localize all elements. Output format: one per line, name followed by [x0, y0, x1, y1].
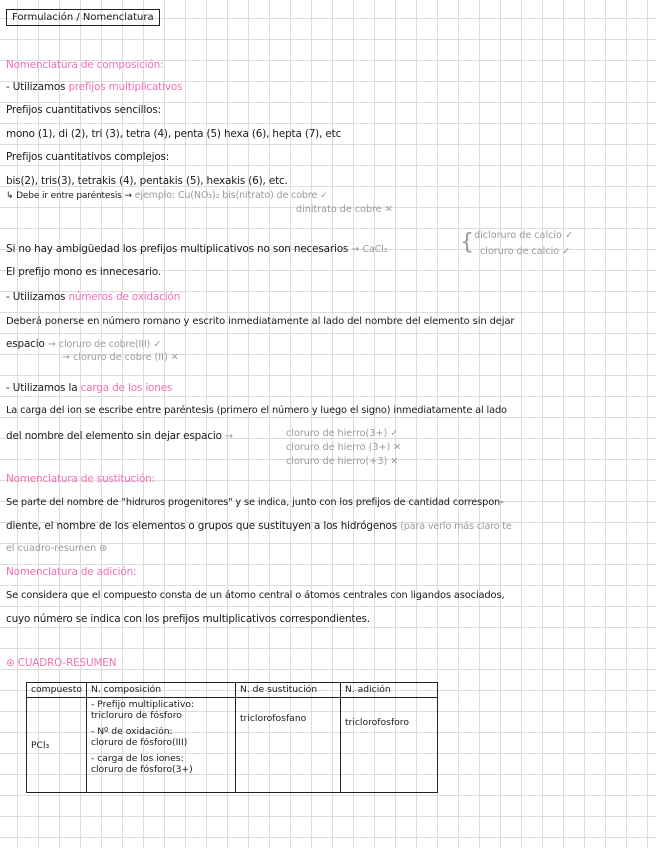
cross-icon: ✕: [390, 456, 399, 467]
arrow-icon: →: [62, 352, 71, 363]
star-circle-icon: ⊛: [6, 657, 15, 669]
arrow-icon: →: [225, 431, 233, 442]
brace-icon: {: [460, 230, 474, 255]
table-cell-substitution: [235, 698, 340, 793]
parenthesis-note-text: Debe ir entre paréntesis: [16, 191, 122, 201]
mono-note: El prefijo mono es innecesario.: [6, 266, 162, 278]
summary-table: [26, 682, 438, 793]
charge-subtitle-prefix: - Utilizamos la: [6, 382, 81, 394]
oxidation-subtitle-highlight: números de oxidación: [68, 291, 181, 303]
addition-text-1: Se considera que el compuesto consta de un átomo central o átomos centrales con ligandos asociados,: [6, 590, 505, 601]
composition-line: - Nº de oxidación:: [90, 726, 173, 737]
substitution-text-2-row: [6, 520, 512, 532]
parenthesis-example-label: ejemplo:: [134, 190, 176, 201]
check-icon: ✓: [153, 339, 162, 350]
table-header: N. adición: [340, 683, 437, 698]
complex-prefixes-list: bis(2), tris(3), tetrakis (4), pentakis (5), hexakis (6), etc.: [6, 175, 288, 187]
oxidation-subtitle: [6, 291, 180, 303]
cross-icon: ✕: [384, 204, 393, 215]
ambiguity-option-1-row: [474, 230, 573, 241]
table-cell-compound: PCl₃: [27, 698, 87, 793]
summary-heading-row: [6, 657, 116, 669]
charge-example-2: cloruro de hierro (3+): [286, 442, 391, 453]
ambiguity-option-1: dicloruro de calcio: [474, 230, 562, 241]
charge-example-3: cloruro de hierro(+3): [286, 456, 388, 467]
check-icon: ✓: [564, 230, 574, 241]
table-header: compuesto: [27, 683, 87, 698]
prefixes-subtitle-prefix: - Utilizamos: [6, 81, 69, 93]
oxidation-example-1: cloruro de cobre(III): [58, 339, 151, 350]
charge-example-1-row: [286, 428, 398, 439]
oxidation-text-1: Deberá ponerse en número romano y escrito inmediatamente al lado del nombre del elemento sin dejar: [6, 316, 515, 327]
table-cell-addition: [340, 698, 437, 793]
table-cell-composition: [86, 698, 235, 793]
parenthesis-note: [6, 190, 327, 201]
corner-arrow-icon: ↳: [6, 191, 14, 201]
simple-prefixes-list: mono (1), di (2), tri (3), tetra (4), penta (5) hexa (6), hepta (7), etc: [6, 128, 342, 140]
charge-subtitle: [6, 382, 172, 394]
ambiguity-option-2-row: [480, 246, 570, 257]
addition-heading: Nomenclatura de adición:: [6, 566, 137, 578]
ambiguity-text: Si no hay ambigüedad los prefijos multiplicativos no son necesarios: [6, 243, 349, 255]
ambiguity-row: [6, 243, 387, 255]
substitution-text-2: diente, el nombre de los elementos o grupos que sustituyen a los hidrógenos: [6, 520, 398, 532]
page-title: Formulación / Nomenclatura: [6, 9, 160, 26]
composition-line: cloruro de fósforo(3+): [90, 764, 193, 775]
composition-line: - carga de los iones:: [90, 753, 184, 764]
charge-example-2-row: [286, 442, 401, 453]
substitution-text-1: Se parte del nombre de "hidruros progenitores" y se indica, junto con los prefijos de cantidad correspon-: [6, 497, 504, 508]
check-icon: ✓: [319, 191, 328, 201]
complex-prefixes-label: Prefijos cuantitativos complejos:: [6, 151, 170, 163]
table-header: N. composición: [86, 683, 235, 698]
check-icon: ✓: [562, 246, 571, 257]
charge-example-3-row: [286, 456, 398, 467]
charge-subtitle-highlight: carga de los iones: [80, 382, 173, 394]
arrow-icon: →: [124, 191, 132, 201]
oxidation-text-2: espacio: [6, 338, 45, 350]
table-header: N. de sustitución: [235, 683, 340, 698]
star-circle-icon: ⊛: [99, 543, 108, 554]
cross-icon: ✕: [393, 442, 402, 453]
oxidation-subtitle-prefix: - Utilizamos: [6, 291, 69, 303]
substitution-heading: Nomenclatura de sustitución:: [6, 473, 155, 485]
composition-line: - Prefijo multiplicativo:: [90, 699, 195, 710]
ambiguity-option-2: cloruro de calcio: [480, 246, 560, 257]
composition-line: cloruro de fósforo(III): [90, 737, 188, 748]
addition-value: triclorofosforo: [344, 717, 410, 728]
charge-text-2: del nombre del elemento sin dejar espacio: [6, 430, 222, 442]
arrow-icon: →: [47, 339, 56, 350]
parenthesis-example-1: Cu(NO₃)₂ bis(nitrato) de cobre: [177, 190, 318, 201]
parenthesis-example-2: dinitrato de cobre: [296, 204, 382, 215]
substitution-value: triclorofosfano: [239, 713, 307, 724]
ambiguity-formula: CaCl₂: [362, 244, 388, 255]
prefixes-subtitle: [6, 81, 182, 93]
check-icon: ✓: [390, 428, 399, 439]
simple-prefixes-label: Prefijos cuantitativos sencillos:: [6, 104, 161, 116]
parenthesis-example-2-row: [296, 204, 393, 215]
charge-text-2-row: [6, 430, 233, 442]
prefixes-subtitle-highlight: prefijos multiplicativos: [68, 81, 183, 93]
oxidation-text-2-row: [6, 338, 161, 350]
oxidation-example-2: cloruro de cobre (II): [73, 352, 168, 363]
table-header-row: [27, 683, 438, 698]
substitution-text-3: el cuadro-resumen: [6, 543, 97, 554]
summary-heading: CUADRO-RESUMEN: [17, 657, 117, 669]
composition-line: tricloruro de fósforo: [90, 710, 182, 721]
oxidation-example-2-row: [62, 352, 179, 363]
arrow-icon: →: [351, 244, 360, 255]
substitution-text-3-row: [6, 543, 107, 554]
composition-heading: Nomenclatura de composición:: [6, 59, 164, 71]
cross-icon: ✕: [170, 352, 179, 363]
charge-text-1: La carga del ion se escribe entre paréntesis (primero el número y luego el signo) inmediatamente al lado: [6, 405, 507, 416]
charge-example-1: cloruro de hierro(3+): [286, 428, 388, 439]
substitution-gray-note: (para verlo más claro te: [400, 521, 512, 532]
addition-text-2: cuyo número se indica con los prefijos multiplicativos correspondientes.: [6, 613, 370, 625]
table-row: [27, 698, 438, 793]
